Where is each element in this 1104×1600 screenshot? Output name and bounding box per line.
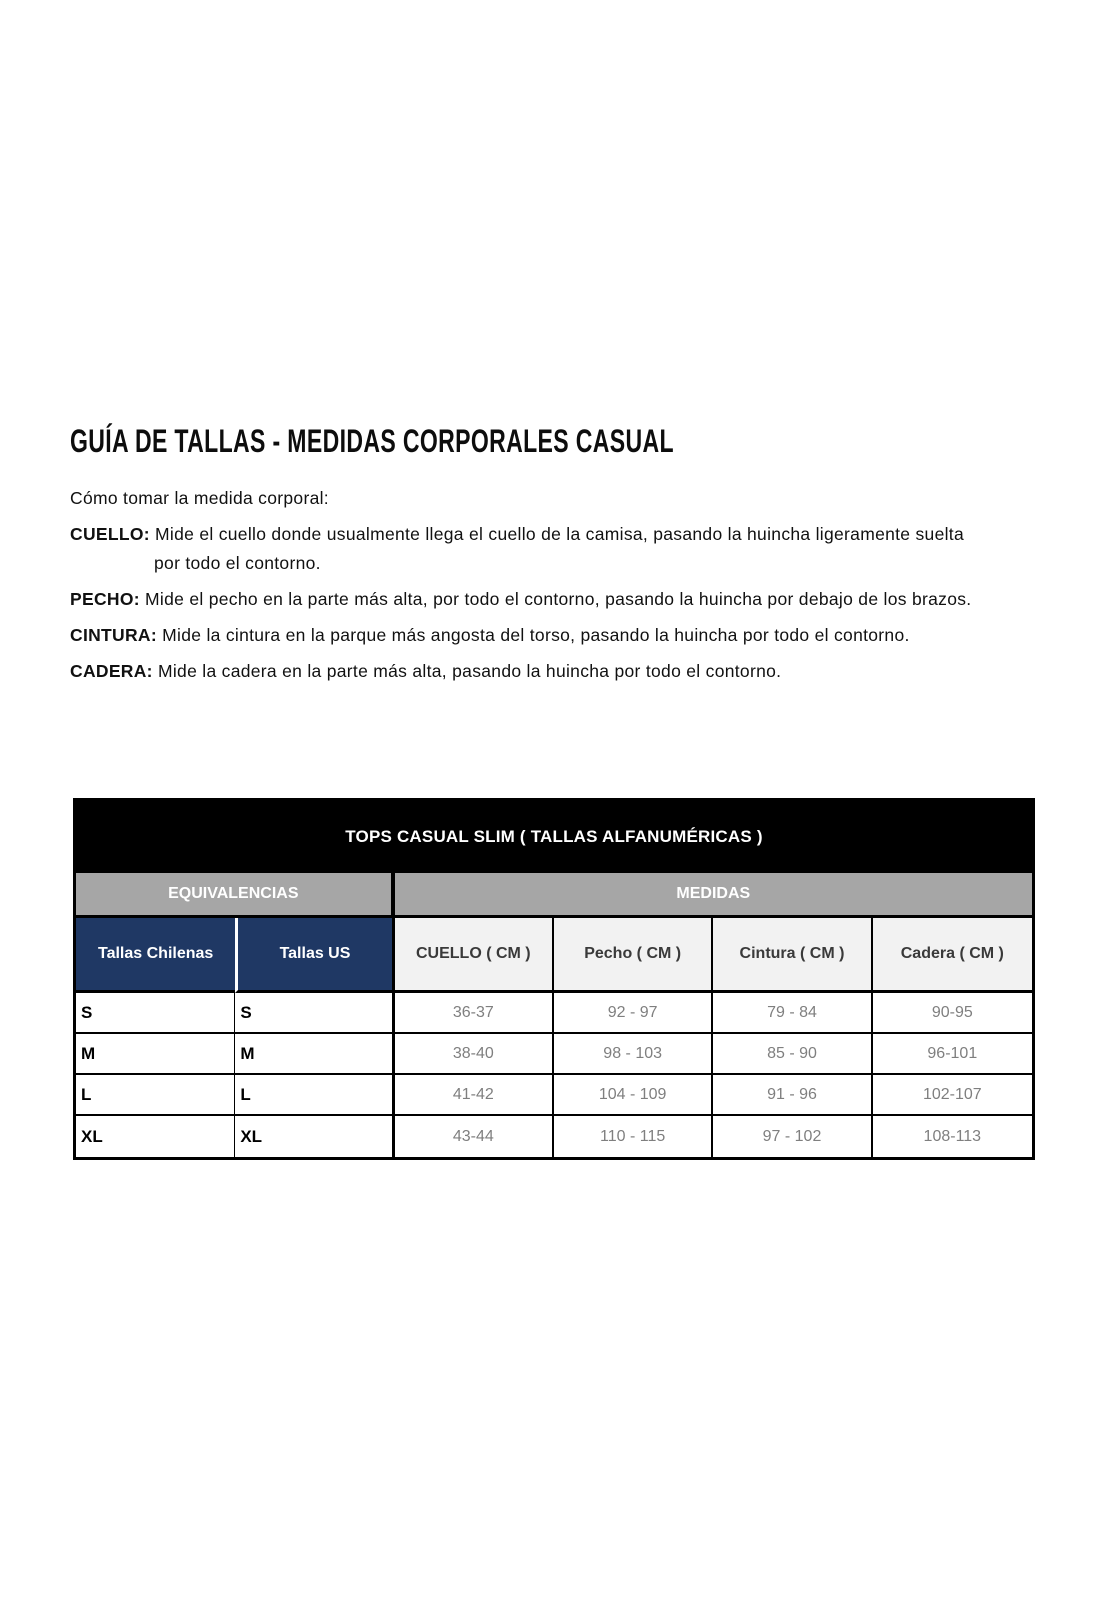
cell-talla-chilena: L <box>76 1075 235 1116</box>
cell-cintura: 85 - 90 <box>713 1034 872 1075</box>
cell-cintura: 97 - 102 <box>713 1116 872 1157</box>
cell-cadera: 90-95 <box>873 993 1032 1034</box>
size-table-title: TOPS CASUAL SLIM ( TALLAS ALFANUMÉRICAS ) <box>76 801 1032 873</box>
group-header-equivalencias: EQUIVALENCIAS <box>76 873 395 918</box>
column-header-cintura: Cintura ( CM ) <box>713 918 872 993</box>
instruction-cuello-label: CUELLO: <box>70 524 150 544</box>
cell-cadera: 102-107 <box>873 1075 1032 1116</box>
cell-talla-us: XL <box>235 1116 394 1157</box>
instruction-cintura-text: Mide la cintura en la parque más angosta del torso, pasando la huincha por todo el contorno. <box>162 625 910 645</box>
group-header-medidas: MEDIDAS <box>395 873 1032 918</box>
cell-talla-chilena: XL <box>76 1116 235 1157</box>
instruction-cintura <box>70 621 1055 650</box>
instruction-pecho-text: Mide el pecho en la parte más alta, por todo el contorno, pasando la huincha por debajo de los brazos. <box>145 589 972 609</box>
instruction-pecho-label: PECHO: <box>70 589 140 609</box>
cell-cintura: 79 - 84 <box>713 993 872 1034</box>
column-header-tallas-chilenas: Tallas Chilenas <box>76 918 235 993</box>
instruction-pecho <box>70 585 1055 614</box>
cell-talla-chilena: M <box>76 1034 235 1075</box>
cell-talla-us: M <box>235 1034 394 1075</box>
cell-talla-us: L <box>235 1075 394 1116</box>
page-title-text: GUÍA DE TALLAS - MEDIDAS CORPORALES CASUAL <box>70 423 674 459</box>
cell-pecho: 104 - 109 <box>554 1075 713 1116</box>
cell-cintura: 91 - 96 <box>713 1075 872 1116</box>
page-title <box>70 424 1055 458</box>
cell-cadera: 108-113 <box>873 1116 1032 1157</box>
instruction-cadera-label: CADERA: <box>70 661 153 681</box>
column-header-pecho: Pecho ( CM ) <box>554 918 713 993</box>
cell-talla-chilena: S <box>76 993 235 1034</box>
instruction-cadera-text: Mide la cadera en la parte más alta, pasando la huincha por todo el contorno. <box>157 661 782 681</box>
cell-pecho: 98 - 103 <box>554 1034 713 1075</box>
document-body <box>70 424 1055 686</box>
cell-cadera: 96-101 <box>873 1034 1032 1075</box>
cell-cuello: 38-40 <box>395 1034 554 1075</box>
cell-pecho: 92 - 97 <box>554 993 713 1034</box>
instruction-cuello-text-continuation: por todo el contorno. <box>154 553 321 573</box>
instruction-cuello-text: Mide el cuello donde usualmente llega el cuello de la camisa, pasando la huincha ligeramente suelta <box>155 524 964 544</box>
cell-cuello: 41-42 <box>395 1075 554 1116</box>
column-header-tallas-us: Tallas US <box>235 918 394 993</box>
instruction-cuello <box>70 520 1055 578</box>
instruction-cintura-label: CINTURA: <box>70 625 157 645</box>
size-table <box>73 798 1035 1160</box>
cell-cuello: 43-44 <box>395 1116 554 1157</box>
cell-cuello: 36-37 <box>395 993 554 1034</box>
cell-pecho: 110 - 115 <box>554 1116 713 1157</box>
column-header-cadera: Cadera ( CM ) <box>873 918 1032 993</box>
instruction-cadera <box>70 657 1055 686</box>
column-header-cuello: CUELLO ( CM ) <box>395 918 554 993</box>
intro-text: Cómo tomar la medida corporal: <box>70 488 329 508</box>
cell-talla-us: S <box>235 993 394 1034</box>
